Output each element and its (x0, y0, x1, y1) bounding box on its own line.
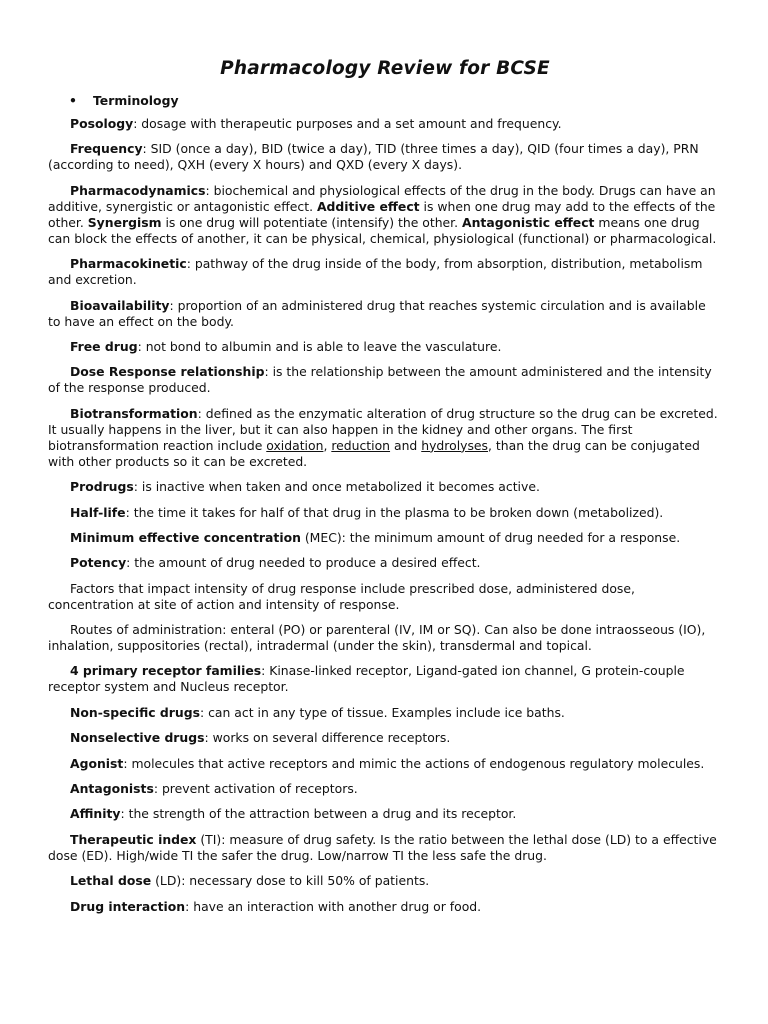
term-label: Dose Response relationship (70, 364, 265, 380)
underlined-term: oxidation (266, 437, 324, 453)
term-label: Half-life (70, 504, 126, 520)
definition-paragraph (48, 581, 722, 613)
terminology-list (48, 116, 722, 915)
definition-paragraph (48, 622, 722, 654)
definition-paragraph (48, 364, 722, 396)
term-label: Biotransformation (70, 405, 198, 421)
term-label: Frequency (70, 141, 143, 157)
definition-paragraph (48, 832, 722, 864)
definition-text: , than the drug can be conjugated with other products so it can be excreted. (48, 437, 700, 469)
definition-paragraph (48, 339, 722, 355)
term-label: Prodrugs (70, 479, 134, 495)
definition-text: : can act in any type of tissue. Examples include ice baths. (199, 704, 565, 720)
definition-text: : not bond to albumin and is able to leave the vasculature. (137, 338, 502, 354)
definition-text: (TI): measure of drug safety. Is the ratio between the lethal dose (LD) to a effective dose (ED). High/wide TI the safer the drug. Low/narrow TI the less safe the drug. (48, 831, 717, 863)
definition-paragraph (48, 555, 722, 571)
term-label: Therapeutic index (70, 831, 197, 847)
underlined-term: hydrolyses (421, 437, 489, 453)
definition-paragraph (48, 873, 722, 889)
definition-text: is when one drug may add to the effects of the other. (48, 198, 716, 230)
term-label: Drug interaction (70, 898, 186, 914)
definition-text: : pathway of the drug inside of the body, from absorption, distribution, metabolism and excretion. (48, 256, 703, 288)
definition-text: : dosage with therapeutic purposes and a set amount and frequency. (133, 116, 562, 131)
definition-text: : biochemical and physiological effects of the drug in the body. Drugs can have an additive, synergistic or antagonistic effect. (48, 182, 716, 214)
definition-paragraph (48, 298, 722, 330)
definition-paragraph (48, 116, 722, 132)
page-title: Pharmacology Review for BCSE (220, 58, 550, 79)
term-label: Potency (70, 555, 127, 571)
definition-paragraph (48, 663, 722, 695)
term-label: Non-specific drugs (70, 704, 200, 720)
definition-text: and (390, 437, 422, 453)
definition-paragraph (48, 505, 722, 521)
definition-paragraph (48, 899, 722, 915)
definition-paragraph (48, 141, 722, 173)
definition-text: , (323, 437, 332, 453)
definition-text: : the amount of drug needed to produce a desired effect. (126, 555, 481, 571)
definition-text: is one drug will potentiate (intensify) the other. (161, 214, 463, 230)
definition-text: : SID (once a day), BID (twice a day), TID (three times a day), QID (four times a day), PRN (according to need), QXH (every X hours) and QXD (every X days). (48, 141, 699, 173)
bullet-icon: • (69, 93, 77, 108)
term-label: Agonist (70, 755, 124, 771)
definition-text: : defined as the enzymatic alteration of drug structure so the drug can be excreted. It usually happens in the liver, but it can also happen in the kidney and other organs. The first biotransformation reaction include (48, 405, 718, 453)
underlined-term: reduction (331, 437, 391, 453)
definition-text: : is inactive when taken and once metabolized it becomes active. (133, 479, 540, 495)
definition-paragraph (48, 183, 722, 247)
definition-paragraph (48, 730, 722, 746)
term-label: Free drug (70, 338, 138, 354)
definition-paragraph (48, 806, 722, 822)
definition-text: : the time it takes for half of that drug in the plasma to be broken down (metabolized). (125, 504, 664, 520)
definition-text: Routes of administration: enteral (PO) or parenteral (IV, IM or SQ). Can also be done intraosseous (IO), inhalation, suppositories (rectal), intradermal (under the skin), transdermal and topical. (48, 622, 706, 654)
term-label: Lethal dose (70, 873, 152, 889)
definition-text: : works on several difference receptors. (204, 730, 451, 746)
section-heading-label: Terminology (93, 93, 179, 108)
definition-text: (MEC): the minimum amount of drug needed for a response. (300, 529, 681, 545)
definition-paragraph (48, 705, 722, 721)
definition-text: : prevent activation of receptors. (153, 781, 358, 797)
definition-text: : is the relationship between the amount administered and the intensity of the response produced. (48, 364, 712, 396)
definition-text: : the strength of the attraction between a drug and its receptor. (120, 806, 517, 822)
definition-text: : proportion of an administered drug that reaches systemic circulation and is available to have an effect on the body. (48, 297, 706, 329)
definition-text: : Kinase-linked receptor, Ligand-gated ion channel, G protein-couple receptor system and Nucleus receptor. (48, 663, 685, 695)
term-label: 4 primary receptor families (70, 663, 262, 679)
definition-text: Factors that impact intensity of drug response include prescribed dose, administered dose, concentration at site of action and intensity of response. (48, 580, 635, 612)
definition-text: : molecules that active receptors and mimic the actions of endogenous regulatory molecules. (123, 755, 705, 771)
definition-paragraph (48, 781, 722, 797)
term-label: Affinity (70, 806, 121, 822)
definition-paragraph (48, 479, 722, 495)
definition-paragraph (48, 530, 722, 546)
definition-text: : have an interaction with another drug or food. (185, 898, 482, 914)
term-label: Nonselective drugs (70, 730, 205, 746)
term-label: Minimum effective concentration (70, 529, 301, 545)
definition-paragraph (48, 256, 722, 288)
term-label: Synergism (87, 214, 162, 230)
term-label: Antagonistic effect (462, 214, 595, 230)
definition-text: (LD): necessary dose to kill 50% of patients. (151, 873, 430, 889)
term-label: Pharmacodynamics (70, 182, 206, 198)
term-label: Bioavailability (70, 297, 170, 313)
definition-text: means one drug can block the effects of another, it can be physical, chemical, physiological (functional) or pharmacological. (48, 214, 717, 246)
definition-paragraph (48, 756, 722, 772)
section-heading (48, 93, 722, 108)
term-label: Antagonists (70, 781, 154, 797)
term-label: Pharmacokinetic (70, 256, 187, 272)
definition-paragraph (48, 406, 722, 470)
term-label: Additive effect (316, 198, 420, 214)
term-label: Posology (70, 116, 134, 131)
